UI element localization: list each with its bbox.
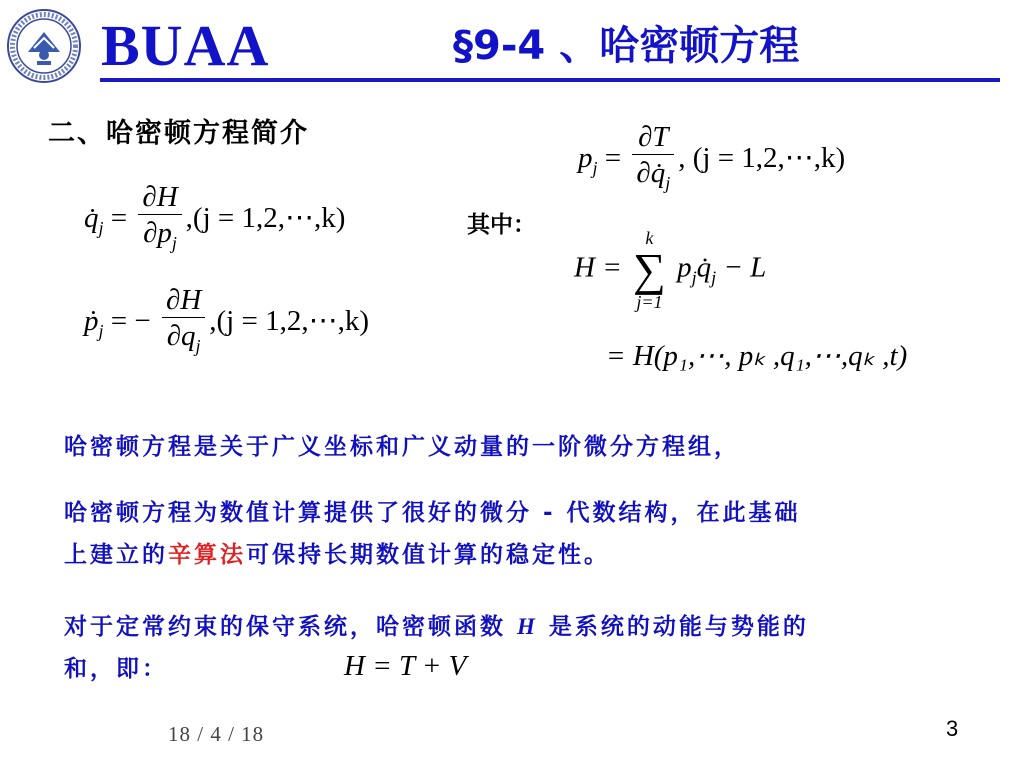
- brand-name: BUAA: [101, 13, 270, 78]
- qdot-subscript: j: [98, 217, 104, 238]
- pdot-range: ,(j = 1,2,⋯,k): [209, 305, 369, 338]
- line2-suffix: 可保持长期数值计算的稳定性。: [246, 542, 610, 568]
- line1-suffix: 是系统的动能与势能的: [537, 614, 809, 640]
- summation-sign: k ∑ j=1: [633, 228, 666, 312]
- paragraph-conservative: [64, 606, 964, 690]
- pdot-sign: = −: [110, 305, 151, 338]
- hamiltonian-qdot: q̇: [696, 251, 712, 284]
- pdot-numerator: ∂H: [162, 283, 205, 318]
- pdot-fraction: [162, 283, 205, 364]
- hamiltonian-var: H: [517, 614, 538, 639]
- line1-prefix: 对于定常约束的保守系统，哈密顿函数: [64, 614, 518, 640]
- page-number: 3: [946, 716, 959, 741]
- header-divider: [100, 78, 1000, 82]
- paragraph-structure-line1: 哈密顿方程为数值计算提供了很好的微分 - 代数结构，在此基础: [64, 500, 801, 526]
- hamiltonian-expanded: = H(p₁,⋯, pₖ ,q₁,⋯,qₖ ,t): [606, 340, 908, 372]
- qdot-fraction: [138, 180, 181, 261]
- hamiltonian-tail: − L: [723, 251, 767, 284]
- slide-title: §9-4 、哈密顿方程: [453, 23, 800, 69]
- paragraph-conservative-line2: 和，即：: [64, 656, 168, 682]
- qdot-symbol: q̇: [84, 202, 99, 235]
- qdot-range: ,(j = 1,2,⋯,k): [185, 202, 346, 235]
- momentum-den-subscript: j: [665, 172, 671, 193]
- momentum-fraction: [632, 120, 674, 201]
- hamiltonian-equation: [574, 228, 766, 312]
- sum-lower-limit: j=1: [636, 292, 663, 312]
- momentum-subscript: j: [592, 157, 598, 178]
- momentum-equation: $p_j$ = $\frac{\partial T}{\partial q̇_j}$ , (j = 1,2,⋯,k): [578, 120, 845, 201]
- qdot-equation: $q̇_j$ = $\frac{\partial H}{\partial p_j}$ ,(j = 1,2,⋯,k): [84, 180, 345, 261]
- paragraph-conservative-line1: [64, 606, 964, 648]
- momentum-range: , (j = 1,2,⋯,k): [678, 142, 846, 175]
- momentum-denominator: ∂q̇: [636, 157, 666, 189]
- university-seal-icon: [6, 8, 82, 84]
- paragraph-structure-line2: [64, 534, 964, 576]
- footer-date: 18 / 4 / 18: [168, 722, 265, 746]
- sum-upper-limit: k: [645, 228, 654, 248]
- qdot-numerator: ∂H: [138, 180, 181, 215]
- qizhong-label: 其中：: [467, 212, 536, 238]
- symplectic-highlight: 辛算法: [168, 542, 246, 568]
- hamiltonian-p: p: [677, 251, 692, 284]
- paragraph-structure: [64, 492, 964, 576]
- pdot-equation: [84, 283, 369, 364]
- qdot-denominator: ∂p: [143, 217, 172, 249]
- pdot-subscript: j: [98, 320, 104, 341]
- paragraph-definition: 哈密顿方程是关于广义坐标和广义动量的一阶微分方程组，: [64, 434, 740, 460]
- momentum-symbol: p: [578, 142, 593, 175]
- pdot-den-subscript: j: [195, 335, 201, 356]
- pdot-denominator: ∂q: [166, 320, 196, 352]
- energy-equation: H = T + V: [344, 650, 467, 682]
- hamiltonian-qdot-sub: j: [711, 267, 717, 288]
- section-heading: 二、哈密顿方程简介: [48, 118, 309, 149]
- momentum-numerator: ∂T: [632, 120, 674, 155]
- line2-prefix: 上建立的: [64, 542, 168, 568]
- hamiltonian-lhs: H =: [574, 251, 622, 284]
- pdot-symbol: ṗ: [84, 305, 99, 338]
- hamiltonian-p-sub: j: [691, 267, 697, 288]
- qdot-den-subscript: j: [171, 232, 177, 253]
